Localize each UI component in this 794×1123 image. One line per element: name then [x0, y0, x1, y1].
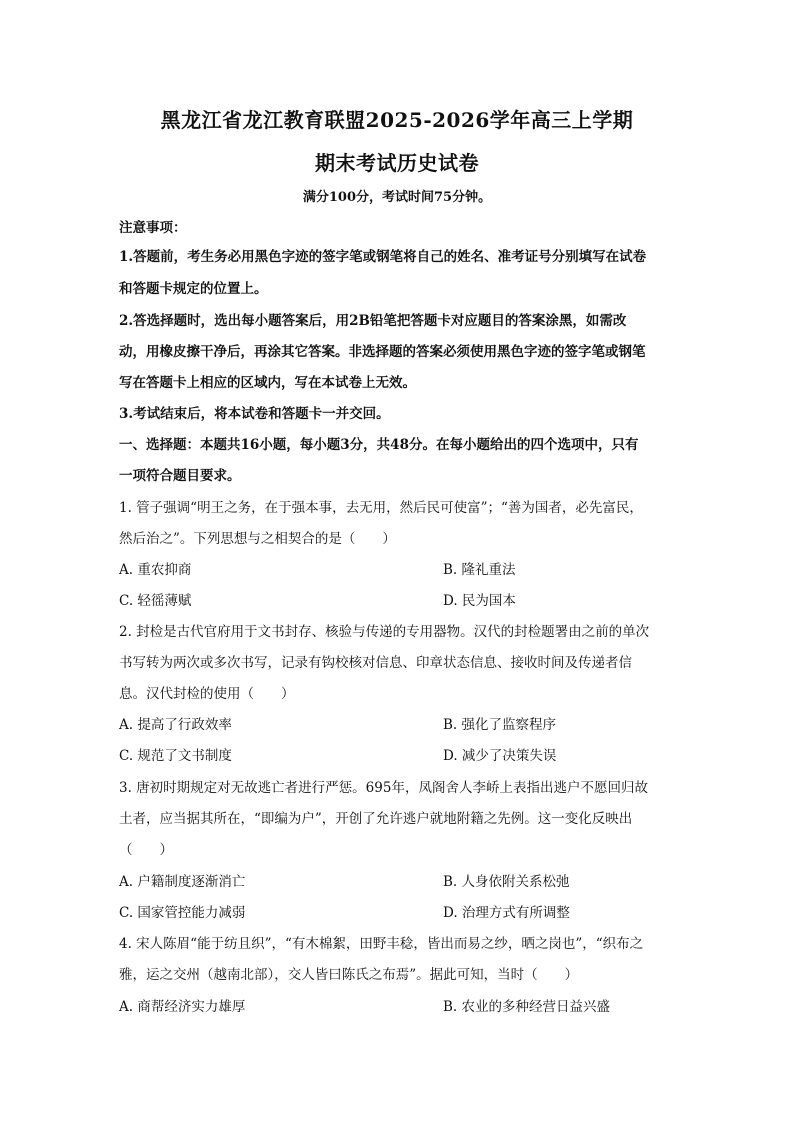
question-4-option-a: A. 商帮经济实力雄厚 [119, 999, 246, 1015]
question-2-option-d: D. 减少了决策失误 [443, 748, 557, 764]
question-2-stem: 书写转为两次或多次书写，记录有钩校核对信息、印章状态信息、接收时间及传递者信 [119, 655, 632, 671]
question-1-option-a: A. 重农抑商 [119, 562, 192, 578]
exam-title-line1: 黑龙江省龙江教育联盟2025-2026学年高三上学期 [160, 108, 634, 132]
notes-line: 和答题卡规定的位置上。 [119, 281, 268, 297]
question-4-option-b: B. 农业的多种经营日益兴盛 [443, 999, 611, 1015]
question-2-stem: 息。汉代封检的使用（ ） [119, 686, 295, 702]
question-2-stem: 2. 封检是古代官府用于文书封存、核验与传递的专用器物。汉代的封检题署由之前的单次 [119, 624, 650, 640]
notes-heading: 注意事项： [119, 220, 187, 236]
question-3-stem: 土者，应当据其所在，“即编为户”，开创了允许逃户就地附籍之先例。这一变化反映出 [119, 811, 633, 827]
notes-line: 动，用橡皮擦干净后，再涂其它答案。非选择题的答案必须使用黑色字迹的签字笔或钢笔 [119, 344, 646, 360]
question-3-stem: （ ） [119, 842, 173, 858]
question-1-stem: 然后治之”。下列思想与之相契合的是（ ） [119, 531, 396, 547]
question-3-stem: 3. 唐初时期规定对无故逃亡者进行严惩。695年，凤阁舍人李峤上表指出逃户不愿回归故 [119, 780, 648, 796]
question-4-stem: 4. 宋人陈眉“能于纺且织”，“有木棉絮，田野丰稔，皆出而易之纱，晒之岗也”，“织布之 [119, 936, 644, 952]
notes-line: 1.答题前，考生务必用黑色字迹的签字笔或钢笔将自己的姓名、准考证号分别填写在试卷 [119, 249, 647, 265]
section-heading: 一、选择题：本题共16小题，每小题3分，共48分。在每小题给出的四个选项中，只有 [119, 437, 639, 453]
question-1-option-b: B. 隆礼重法 [443, 562, 516, 578]
question-2-option-b: B. 强化了监察程序 [443, 717, 557, 733]
exam-subtitle: 满分100分，考试时间75分钟。 [302, 190, 492, 205]
question-1-stem: 1. 管子强调“明王之务，在于强本事，去无用，然后民可使富”；“善为国者，必先富民， [119, 500, 643, 516]
notes-line: 写在答题卡上相应的区域内，写在本试卷上无效。 [119, 375, 416, 391]
question-3-option-d: D. 治理方式有所调整 [443, 905, 570, 921]
exam-title-line2: 期末考试历史试卷 [315, 151, 479, 175]
notes-line: 3.考试结束后，将本试卷和答题卡一并交回。 [119, 406, 390, 422]
question-3-option-b: B. 人身依附关系松弛 [443, 874, 570, 890]
question-4-stem: 雅，运之交州（越南北部），交人皆曰陈氏之布焉”。据此可知，当时（ ） [119, 967, 579, 983]
section-heading: 一项符合题目要求。 [119, 468, 241, 484]
question-3-option-c: C. 国家管控能力减弱 [119, 905, 246, 921]
question-2-option-c: C. 规范了文书制度 [119, 748, 232, 764]
question-2-option-a: A. 提高了行政效率 [119, 717, 232, 733]
question-3-option-a: A. 户籍制度逐渐消亡 [119, 874, 246, 890]
question-1-option-c: C. 轻徭薄赋 [119, 593, 192, 609]
notes-line: 2.答选择题时，选出每小题答案后，用2B铅笔把答题卡对应题目的答案涂黑，如需改 [119, 313, 627, 329]
question-1-option-d: D. 民为国本 [443, 593, 516, 609]
